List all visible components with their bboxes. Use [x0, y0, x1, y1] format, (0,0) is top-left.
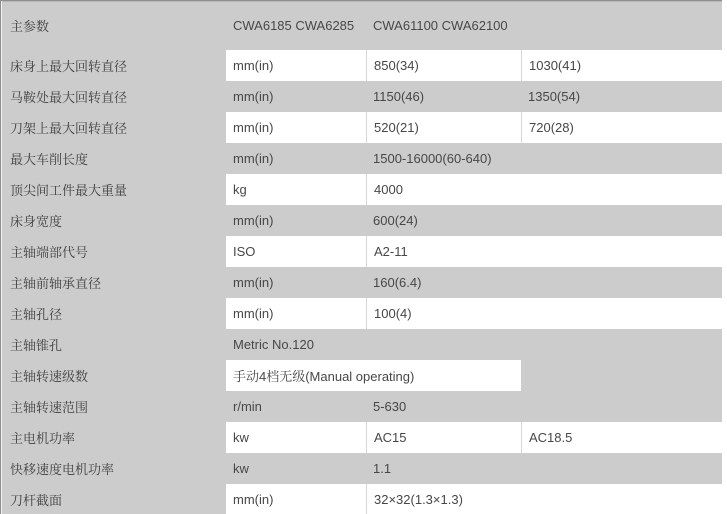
row-value-2: 1350(54) [528, 89, 581, 104]
row-unit: mm(in) [233, 151, 274, 166]
row-value: 1500-16000(60-640) [373, 151, 492, 166]
table-row [1, 112, 722, 143]
row-value: 手动4档无级(Manual operating) [226, 360, 521, 391]
row-label: 刀杆截面 [10, 493, 63, 508]
table-row [1, 391, 722, 422]
row-label: 床身上最大回转直径 [10, 59, 128, 74]
header-model-group-2: CWA61100 CWA62100 [373, 18, 508, 33]
table-row [1, 143, 722, 174]
row-label: 刀架上最大回转直径 [10, 121, 128, 136]
row-unit: mm(in) [226, 112, 366, 143]
table-row [1, 81, 722, 112]
row-label: 快移速度电机功率 [10, 462, 115, 477]
row-value: 5-630 [373, 399, 407, 414]
table-row [1, 329, 722, 360]
table-row [1, 205, 722, 236]
row-value-2: AC18.5 [521, 422, 722, 453]
table-body [1, 50, 722, 514]
row-value: 100(4) [366, 298, 722, 329]
row-value: 1.1 [373, 461, 392, 476]
table-row [1, 422, 722, 453]
row-label: 床身宽度 [10, 214, 63, 229]
table-row [1, 298, 722, 329]
row-value: 600(24) [373, 213, 418, 228]
table-row [1, 236, 722, 267]
header-model-group-1: CWA6185 CWA6285 [233, 18, 355, 33]
row-unit: kw [226, 422, 366, 453]
row-value: A2-11 [366, 236, 722, 267]
row-label: 主轴前轴承直径 [10, 276, 102, 291]
row-value-1: 850(34) [366, 50, 521, 81]
row-value-2: 1030(41) [521, 50, 722, 81]
header-spacer [521, 1, 722, 50]
table-header-row [1, 1, 722, 50]
page-right-margin [722, 0, 727, 514]
row-label: 主轴孔径 [10, 307, 63, 322]
row-value: 160(6.4) [373, 275, 422, 290]
row-label: 主轴转速级数 [10, 369, 89, 384]
row-value: 32×32(1.3×1.3) [366, 484, 722, 514]
row-value: 4000 [366, 174, 722, 205]
row-label: 主轴转速范围 [10, 400, 89, 415]
row-label: 主轴端部代号 [10, 245, 89, 260]
row-unit: kw [233, 461, 249, 476]
row-label: 马鞍处最大回转直径 [10, 90, 128, 105]
table-row [1, 174, 722, 205]
row-value-1: 520(21) [366, 112, 521, 143]
header-param-label: 主参数 [10, 19, 50, 34]
table-row [1, 360, 722, 391]
row-label: 主电机功率 [10, 431, 76, 446]
row-unit: mm(in) [233, 89, 274, 104]
row-unit: mm(in) [226, 298, 366, 329]
table-row [1, 484, 722, 514]
row-unit: mm(in) [226, 484, 366, 514]
row-label: 最大车削长度 [10, 152, 89, 167]
row-unit: kg [226, 174, 366, 205]
table-row [1, 50, 722, 81]
row-value: Metric No.120 [233, 337, 314, 352]
row-unit: mm(in) [233, 213, 274, 228]
row-unit: r/min [233, 399, 262, 414]
table-row [1, 453, 722, 484]
row-empty-cell [521, 360, 722, 391]
row-unit: ISO [226, 236, 366, 267]
row-value-1: AC15 [366, 422, 521, 453]
row-label: 顶尖间工件最大重量 [10, 183, 128, 198]
row-unit: mm(in) [233, 275, 274, 290]
table-row [1, 267, 722, 298]
row-value-2: 720(28) [521, 112, 722, 143]
row-unit: mm(in) [226, 50, 366, 81]
row-label: 主轴锥孔 [10, 338, 63, 353]
row-value-1: 1150(46) [373, 89, 425, 104]
